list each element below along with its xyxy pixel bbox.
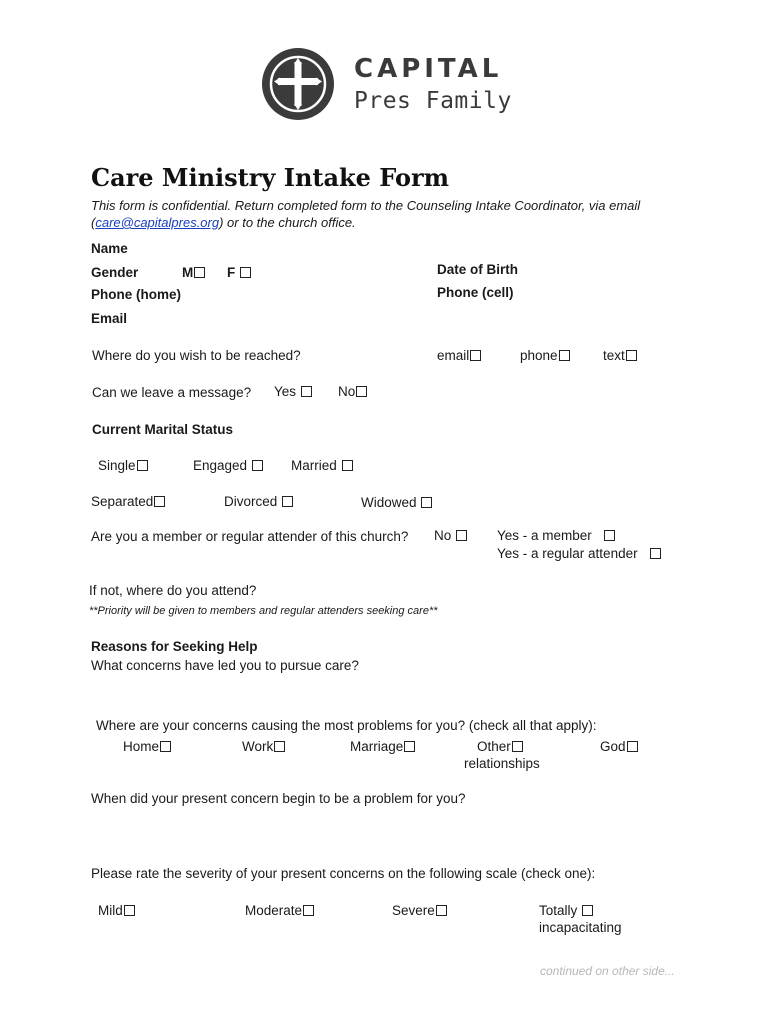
contact-email-label: email xyxy=(437,348,470,363)
area-marriage-label: Marriage xyxy=(350,739,404,754)
severity-mild-option[interactable] xyxy=(98,903,135,918)
message-no-option[interactable] xyxy=(338,384,367,399)
message-yes-option[interactable] xyxy=(274,384,312,399)
problems-question: Where are your concerns causing the most problems for you? (check all that apply): xyxy=(96,718,597,733)
member-yes-attender-option[interactable] xyxy=(497,546,661,561)
contact-email-checkbox[interactable] xyxy=(470,350,481,361)
contact-phone-label: phone xyxy=(520,348,558,363)
marital-separated-checkbox[interactable] xyxy=(154,496,165,507)
area-home-checkbox[interactable] xyxy=(160,741,171,752)
marital-divorced-checkbox[interactable] xyxy=(282,496,293,507)
marital-single-option[interactable] xyxy=(98,458,148,473)
member-no-checkbox[interactable] xyxy=(456,530,467,541)
marital-separated-label: Separated xyxy=(91,494,154,509)
phone-home-label: Phone (home) xyxy=(91,287,181,302)
area-other-option[interactable] xyxy=(477,739,523,754)
area-other-checkbox[interactable] xyxy=(512,741,523,752)
gender-f-checkbox[interactable] xyxy=(240,267,251,278)
severity-question: Please rate the severity of your present concerns on the following scale (check one): xyxy=(91,866,596,881)
marital-widowed-checkbox[interactable] xyxy=(421,497,432,508)
member-yes-attender-label: Yes - a regular attender xyxy=(497,546,638,561)
severity-totally-option[interactable] xyxy=(539,903,593,918)
marital-married-label: Married xyxy=(291,458,337,473)
area-other-label: Other xyxy=(477,739,511,754)
severity-totally-sublabel: incapacitating xyxy=(539,920,622,935)
area-home-option[interactable] xyxy=(123,739,171,754)
marital-divorced-option[interactable] xyxy=(224,494,293,509)
member-yes-member-option[interactable] xyxy=(497,528,615,543)
intro-tail: ) or to the church office. xyxy=(219,215,356,230)
marital-engaged-label: Engaged xyxy=(193,458,248,473)
brand-name: CAPITAL xyxy=(354,54,503,84)
brand-logo xyxy=(262,46,522,124)
member-no-option[interactable] xyxy=(434,528,467,543)
severity-moderate-label: Moderate xyxy=(245,903,303,918)
began-question: When did your present concern begin to be a problem for you? xyxy=(91,791,466,806)
area-god-label: God xyxy=(600,739,626,754)
contact-text-label: text xyxy=(603,348,625,363)
severity-mild-label: Mild xyxy=(98,903,123,918)
marital-heading: Current Marital Status xyxy=(92,422,234,437)
area-work-label: Work xyxy=(242,739,274,754)
gender-f-option[interactable] xyxy=(227,265,251,280)
message-yes-checkbox[interactable] xyxy=(301,386,312,397)
gender-m-label: M xyxy=(182,265,194,280)
contact-phone-option[interactable] xyxy=(520,348,570,363)
gender-f-label: F xyxy=(227,265,236,280)
email-label: Email xyxy=(91,311,128,326)
marital-divorced-label: Divorced xyxy=(224,494,278,509)
area-god-option[interactable] xyxy=(600,739,638,754)
area-marriage-option[interactable] xyxy=(350,739,415,754)
cross-in-circle-icon xyxy=(262,48,334,120)
severity-moderate-option[interactable] xyxy=(245,903,314,918)
area-work-option[interactable] xyxy=(242,739,285,754)
severity-totally-label: Totally xyxy=(539,903,578,918)
gender-m-checkbox[interactable] xyxy=(194,267,205,278)
marital-single-label: Single xyxy=(98,458,136,473)
member-yes-member-label: Yes - a member xyxy=(497,528,592,543)
area-other-sublabel: relationships xyxy=(464,756,540,771)
priority-note: **Priority will be given to members and regular attenders seeking care** xyxy=(89,605,438,617)
intro-line-2 xyxy=(91,214,356,231)
severity-severe-label: Severe xyxy=(392,903,435,918)
name-label: Name xyxy=(91,241,128,256)
area-marriage-checkbox[interactable] xyxy=(404,741,415,752)
contact-email-option[interactable] xyxy=(437,348,481,363)
message-no-label: No xyxy=(338,384,356,399)
gender-m-option[interactable] xyxy=(182,265,205,280)
brand-subname: Pres Family xyxy=(354,88,512,114)
area-work-checkbox[interactable] xyxy=(274,741,285,752)
marital-engaged-checkbox[interactable] xyxy=(252,460,263,471)
contact-text-option[interactable] xyxy=(603,348,637,363)
area-god-checkbox[interactable] xyxy=(627,741,638,752)
contact-question: Where do you wish to be reached? xyxy=(92,348,301,363)
severity-mild-checkbox[interactable] xyxy=(124,905,135,916)
phone-cell-label: Phone (cell) xyxy=(437,285,514,300)
intro-line-1: This form is confidential. Return completed form to the Counseling Intake Coordinator, via email xyxy=(91,198,641,213)
severity-moderate-checkbox[interactable] xyxy=(303,905,314,916)
dob-label: Date of Birth xyxy=(437,262,518,277)
attend-question: If not, where do you attend? xyxy=(89,583,257,598)
marital-married-option[interactable] xyxy=(291,458,353,473)
reasons-heading: Reasons for Seeking Help xyxy=(91,639,258,654)
member-yes-attender-checkbox[interactable] xyxy=(650,548,661,559)
message-question: Can we leave a message? xyxy=(92,385,252,400)
marital-single-checkbox[interactable] xyxy=(137,460,148,471)
severity-severe-checkbox[interactable] xyxy=(436,905,447,916)
message-yes-label: Yes xyxy=(274,384,297,399)
form-title: Care Ministry Intake Form xyxy=(91,163,450,192)
member-question: Are you a member or regular attender of this church? xyxy=(91,529,409,544)
intro-open-paren: ( xyxy=(91,215,96,230)
area-home-label: Home xyxy=(123,739,160,754)
continued-note: continued on other side... xyxy=(540,964,675,978)
marital-married-checkbox[interactable] xyxy=(342,460,353,471)
marital-separated-option[interactable] xyxy=(91,494,165,509)
contact-text-checkbox[interactable] xyxy=(626,350,637,361)
marital-engaged-option[interactable] xyxy=(193,458,263,473)
member-no-label: No xyxy=(434,528,452,543)
marital-widowed-option[interactable] xyxy=(361,495,432,510)
member-yes-member-checkbox[interactable] xyxy=(604,530,615,541)
marital-widowed-label: Widowed xyxy=(361,495,417,510)
message-no-checkbox[interactable] xyxy=(356,386,367,397)
contact-phone-checkbox[interactable] xyxy=(559,350,570,361)
concerns-question: What concerns have led you to pursue care? xyxy=(91,658,359,673)
gender-label: Gender xyxy=(91,265,139,280)
email-link[interactable]: care@capitalpres.org xyxy=(95,215,220,230)
severity-totally-checkbox[interactable] xyxy=(582,905,593,916)
severity-severe-option[interactable] xyxy=(392,903,447,918)
